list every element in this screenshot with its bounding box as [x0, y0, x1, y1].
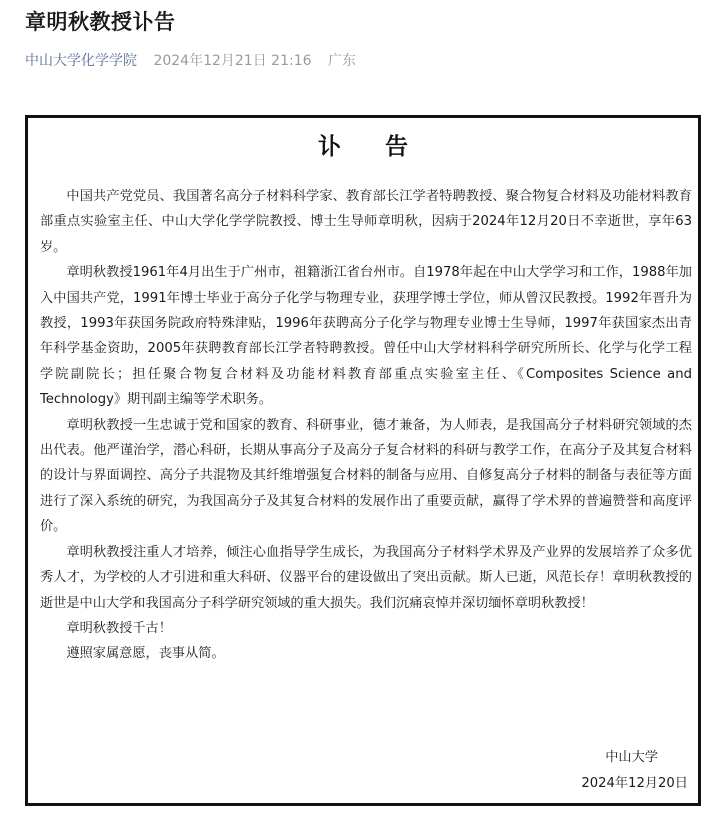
notice-paragraph: 章明秋教授注重人才培养，倾注心血指导学生成长，为我国高分子材料学术界及产业界的发展培养了众多优秀人才，为学校的人才引进和重大科研、仪器平台的建设做出了突出贡献。斯人已逝，风范长存！章明秋教授的逝世是中山大学和我国高分子科学研究领域的重大损失。我们沉痛哀悼并深切缅怀章明秋教授！: [40, 544, 692, 611]
obituary-notice: [25, 115, 701, 806]
article-title: 章明秋教授讣告: [25, 10, 176, 34]
notice-paragraph: 中国共产党党员、我国著名高分子材料科学家、教育部长江学者特聘教授、聚合物复合材料及功能材料教育部重点实验室主任、中山大学化学学院教授、博士生导师章明秋，因病于2024年12月20日不幸逝世，享年63岁。: [40, 189, 692, 255]
notice-paragraph: 章明秋教授一生忠诚于党和国家的教育、科研事业，德才兼备，为人师表，是我国高分子材料研究领域的杰出代表。他严谨治学，潜心科研，长期从事高分子及高分子复合材料的科研与教学工作，在高分子及其复合材料的设计与界面调控、高分子共混物及其纤维增强复合材料的制备与应用、自修复高分子材料的制备与表征等方面进行了深入系统的研究，为我国高分子及其复合材料的发展作出了重要贡献，赢得了学术界的普遍赞誉和高度评价。: [40, 417, 692, 535]
article-meta: [25, 50, 356, 72]
publish-location: 广东: [327, 53, 356, 69]
notice-paragraph: 遵照家属意愿，丧事从简。: [66, 646, 225, 662]
publish-datetime: 2024年12月21日 21:16: [153, 53, 312, 69]
notice-paragraph: 章明秋教授千古！: [66, 620, 172, 636]
notice-body: [40, 184, 692, 667]
signature-date: 2024年12月20日: [581, 776, 688, 791]
account-name-link[interactable]: 中山大学化学学院: [25, 53, 137, 69]
notice-paragraph: 章明秋教授1961年4月出生于广州市，祖籍浙江省台州市。自1978年起在中山大学学习和工作，1988年加入中国共产党，1991年博士毕业于高分子化学与物理专业，获理学博士学位，师从曾汉民教授。1992年晋升为教授，1993年获国务院政府特殊津贴，1996年获聘高分子化学与物理专业博士生导师，1997年获国家杰出青年科学基金资助，2005年获聘教育部长江学者特聘教授。曾任中山大学材料科学研究所所长、化学与化学工程学院副院长；担任聚合物复合材料及功能材料教育部重点实验室主任、《Composites Science and Technology》期刊副主编等学术职务。: [40, 265, 692, 408]
signature-organization: 中山大学: [605, 750, 658, 765]
notice-heading: 讣 告: [317, 134, 426, 160]
